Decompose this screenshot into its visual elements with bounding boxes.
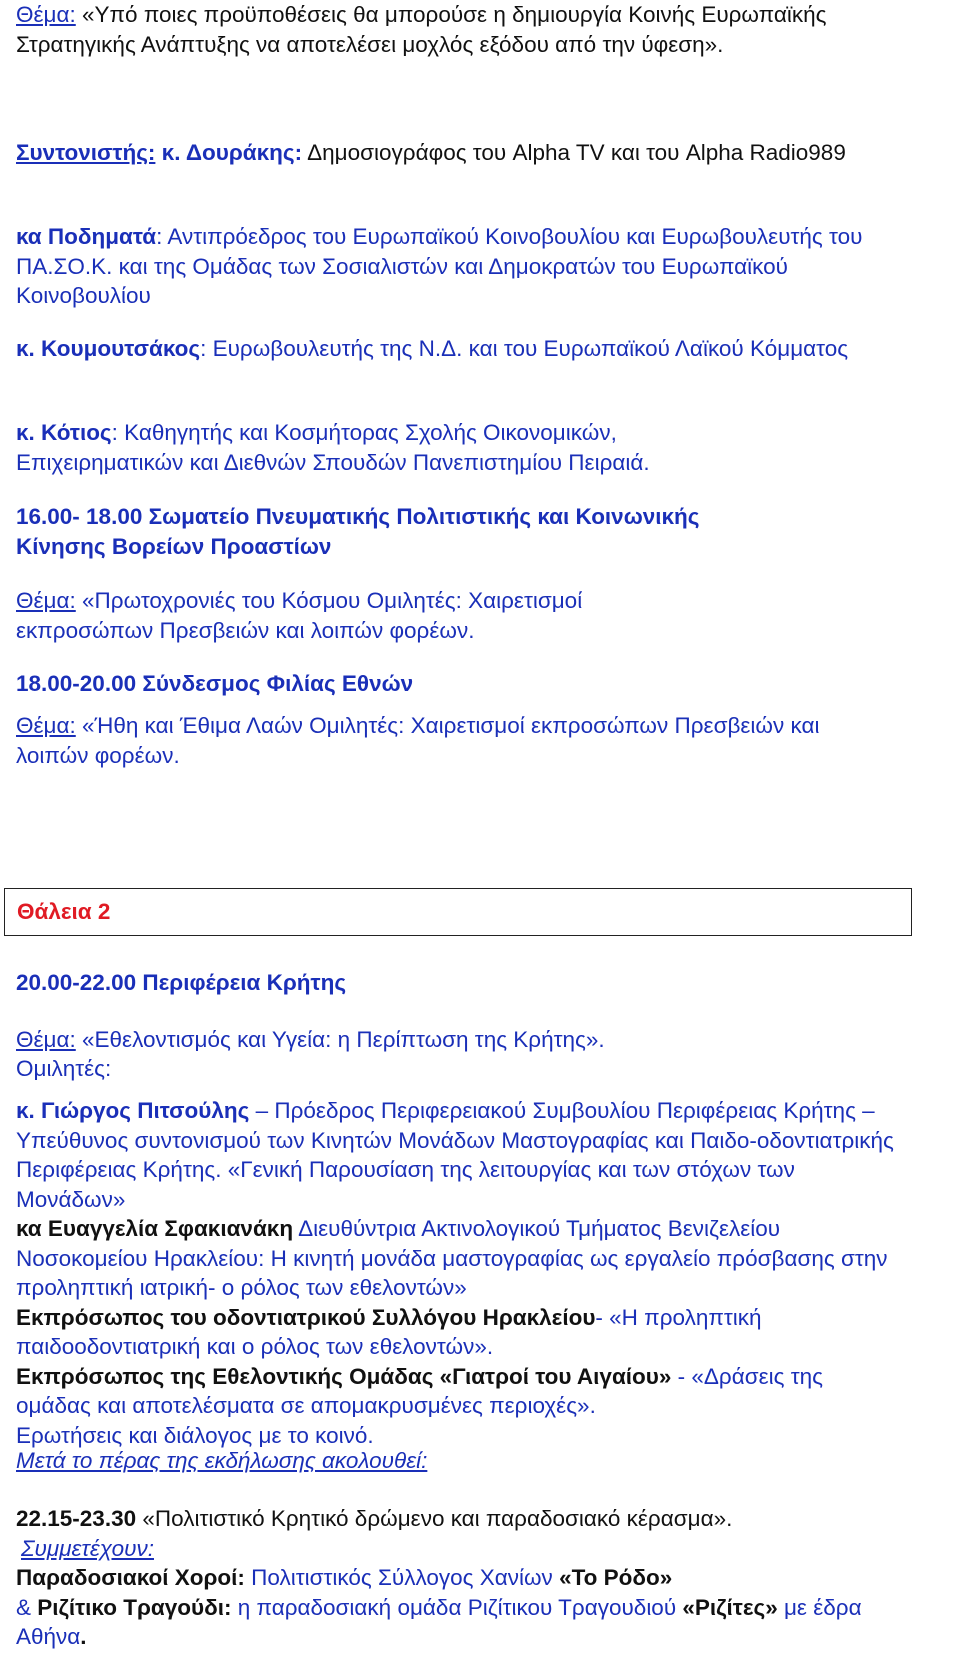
speaker-name: κ. Κότιος (16, 420, 112, 445)
theme-label: Θέμα: (16, 588, 76, 613)
speaker-text: : Καθηγητής και Κοσμήτορας Σχολής Οικονομικών, Επιχειρηματικών και Διεθνών Σπουδών Πανεπιστημίου Πειραιά. (16, 420, 650, 475)
speaker-text: - «Δράσεις της ομάδας και αποτελέσματα σε απομακρυσμένες περιοχές». (16, 1363, 823, 1418)
coordinator-text: Δημοσιογράφος του Alpha TV και του Alpha Radio989 (302, 140, 846, 165)
speaker-text: : Ευρωβουλευτής της Ν.Δ. και του Ευρωπαϊκού Λαϊκού Κόμματος (200, 336, 849, 361)
dances-text: Πολιτιστικός Σύλλογος Χανίων (244, 1565, 560, 1590)
session-a-theme (16, 586, 676, 645)
theme-paragraph (16, 0, 916, 59)
session-c-heading: 20.00-22.00 Περιφέρεια Κρήτης (16, 970, 347, 995)
speaker-name: Εκπρόσωπος του οδοντιατρικού Συλλόγου Ηρακλείου (16, 1304, 596, 1330)
theme-text: «Υπό ποιες προϋποθέσεις θα μπορούσε η δημιουργία Κοινής Ευρωπαϊκής Στρατηγικής Ανάπτυξης να αποτελέσει μοχλός εξόδου από την ύφεση». (16, 2, 827, 57)
final-time: 22.15-23.30 (16, 1506, 137, 1531)
song-dot: . (80, 1624, 87, 1649)
session-b-theme (16, 711, 876, 770)
theme-text: «Εθελοντισμός και Υγεία: η Περίπτωση της Κρήτης». (75, 1027, 605, 1052)
after-event-note: Μετά το πέρας της εκδήλωσης ακολουθεί: (16, 1448, 428, 1473)
speaker-text: – Πρόεδρος Περιφερειακού Συμβουλίου Περιφέρειας Κρήτης – Υπεύθυνος συντονισμού των Κινητών Μονάδων Μαστογραφίας και Παιδο-οδοντιατρικής Περιφέρειας Κρήτης. «Γενική Παρουσίαση της λειτουργίας και των στόχων των Μονάδων» (16, 1098, 894, 1212)
hall-title-box (4, 888, 912, 936)
session-c-speakers-body (16, 1096, 896, 1450)
speaker-name: κ. Κουμουτσάκος (16, 336, 201, 361)
theme-label: Θέμα: (16, 713, 76, 738)
song-tail: με έδρα Αθήνα (16, 1594, 862, 1649)
participants-label: Συμμετέχουν: (21, 1535, 154, 1561)
final-block (16, 1504, 896, 1652)
coordinator-name: κ. Δουράκης: (155, 140, 303, 165)
final-text: «Πολιτιστικό Κρητικό δρώμενο και παραδοσιακό κέρασμα». (136, 1506, 733, 1531)
session-a-heading: 16.00- 18.00 Σωματείο Πνευματικής Πολιτιστικής και Κοινωνικής Κίνησης Βορείων Προαστίων (16, 504, 700, 559)
coordinator-label: Συντονιστής: (16, 140, 156, 165)
session-c-speakers-label: Ομιλητές: (16, 1056, 112, 1081)
theme-text: «Πρωτοχρονιές του Κόσμου Ομιλητές: Χαιρετισμοί εκπροσώπων Πρεσβειών και λοιπών φορέων. (16, 588, 583, 643)
dances-label: Παραδοσιακοί Χοροί: (16, 1565, 245, 1590)
speaker-text: Διευθύντρια Ακτινολογικού Τμήματος Βενιζελείου Νοσοκομείου Ηρακλείου: Η κινητή μονάδα μαστογραφίας ως εργαλείο πρόσβασης στην προληπτική ιατρική- ο ρόλος των εθελοντών» (16, 1216, 888, 1300)
speaker-name: Εκπρόσωπος της Εθελοντικής Ομάδας «Γιατροί του Αιγαίου» (16, 1363, 672, 1389)
theme-text: «Ήθη και Έθιμα Λαών Ομιλητές: Χαιρετισμοί εκπροσώπων Πρεσβειών και λοιπών φορέων. (16, 713, 820, 768)
speaker-koumoutsakos (16, 334, 916, 364)
theme-label: Θέμα: (16, 1027, 76, 1052)
amp: & (16, 1594, 38, 1620)
speaker-name: κα Ευαγγελία Σφακιανάκη (16, 1216, 294, 1241)
coordinator-paragraph (16, 138, 916, 168)
song-label: Ριζίτικο Τραγούδι: (37, 1594, 232, 1620)
hall-title: Θάλεια 2 (17, 899, 111, 924)
closing-text: Ερωτήσεις και διάλογος με το κοινό. (16, 1422, 374, 1448)
theme-label: Θέμα: (16, 2, 76, 27)
song-text: η παραδοσιακή ομάδα Ριζίτικου Τραγουδιού (231, 1594, 683, 1620)
speaker-podimata (16, 222, 916, 311)
speaker-text: - «Η προληπτική παιδοοδοντιατρική και ο ρόλος των εθελοντών». (16, 1304, 762, 1359)
speaker-name: κ. Γιώργος Πιτσούλης (16, 1098, 250, 1123)
speaker-name: κα Ποδηματά (16, 224, 157, 249)
speaker-kotios (16, 418, 716, 477)
song-group: «Ριζίτες» (682, 1594, 778, 1620)
session-b-heading: 18.00-20.00 Σύνδεσμος Φιλίας Εθνών (16, 671, 414, 696)
dances-group: «Το Ρόδο» (559, 1565, 673, 1590)
session-c-theme (16, 1025, 916, 1055)
speaker-text: : Αντιπρόεδρος του Ευρωπαϊκού Κοινοβουλίου και Ευρωβουλευτής του ΠΑ.ΣΟ.Κ. και της Ομάδας των Σοσιαλιστών και Δημοκρατών του Ευρωπαϊκού Κοινοβουλίου (16, 224, 863, 308)
